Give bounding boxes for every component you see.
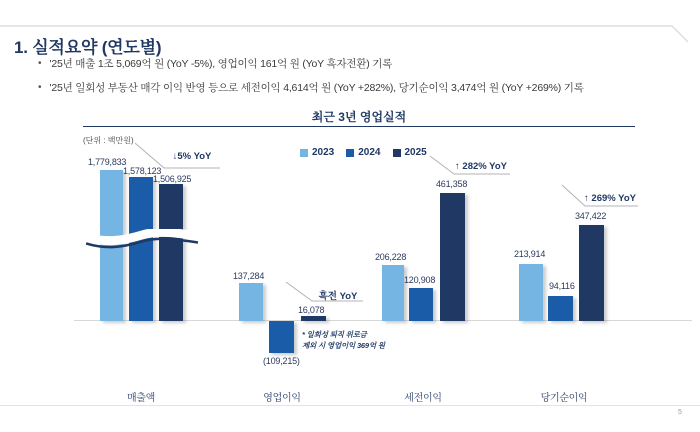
bullet-item bbox=[38, 81, 678, 95]
legend-swatch-icon bbox=[346, 149, 354, 157]
bullet-dot: • bbox=[38, 82, 42, 93]
legend-item-2023 bbox=[300, 147, 334, 158]
category-label-revenue: 매출액 bbox=[126, 393, 156, 404]
bar-2023-pretax-profit bbox=[382, 265, 404, 321]
value-label: 137,284 bbox=[233, 271, 265, 281]
legend-item-2024 bbox=[346, 147, 380, 158]
value-label: (109,215) bbox=[263, 356, 300, 366]
annotation-net-yoy: ↑ 269% YoY bbox=[584, 193, 636, 204]
summary-bullets bbox=[38, 57, 678, 105]
bullet-text: '25년 일회성 부동산 매각 이익 반영 등으로 세전이익 4,614억 원 (YoY +282%), 당기순이익 3,474억 원 (YoY +269%) 기록 bbox=[49, 82, 584, 94]
value-label: 206,228 bbox=[375, 252, 407, 262]
bar-2023-operating-profit bbox=[239, 283, 263, 321]
footnote-line: 제외 시 영업이익 369억 원 bbox=[302, 341, 385, 350]
value-label: 1,506,925 bbox=[153, 174, 192, 184]
value-label: 347,422 bbox=[575, 211, 607, 221]
unit-label: (단위 : 백만원) bbox=[83, 136, 134, 145]
axis-break-wave-icon bbox=[86, 229, 198, 255]
chart-footnote bbox=[302, 329, 385, 351]
value-label: 1,578,123 bbox=[123, 166, 162, 176]
value-label: 213,914 bbox=[514, 249, 546, 259]
value-label: 461,358 bbox=[436, 179, 468, 189]
legend-swatch-icon bbox=[300, 149, 308, 157]
page-title: 1. 실적요약 (연도별) bbox=[14, 38, 162, 57]
value-label: 120,908 bbox=[404, 275, 436, 285]
legend-label: 2023 bbox=[312, 147, 335, 158]
value-label: 16,078 bbox=[298, 305, 325, 315]
page-number: 5 bbox=[678, 409, 682, 416]
annotation-pretax-yoy: ↑ 282% YoY bbox=[455, 161, 507, 172]
legend-label: 2025 bbox=[404, 147, 427, 158]
bar-2025-net-profit bbox=[579, 225, 604, 321]
bar-2024-net-profit bbox=[548, 296, 573, 321]
value-label: 94,116 bbox=[549, 281, 575, 291]
category-label-pretax-profit: 세전이익 bbox=[404, 393, 442, 404]
category-label-net-profit: 당기순이익 bbox=[540, 393, 588, 404]
legend-label: 2024 bbox=[358, 147, 381, 158]
legend-item-2025 bbox=[393, 147, 427, 158]
value-label: 1,779,833 bbox=[88, 157, 127, 167]
bottom-rule bbox=[0, 405, 700, 406]
bar-2025-operating-profit bbox=[301, 316, 326, 321]
chart-title: 최근 3년 영업실적 bbox=[311, 110, 407, 124]
bar-2024-pretax-profit bbox=[409, 288, 433, 321]
bullet-item bbox=[38, 57, 678, 71]
annotation-revenue-yoy: ↓5% YoY bbox=[172, 151, 212, 162]
legend-swatch-icon bbox=[393, 149, 401, 157]
annotation-operating-yoy: 흑전 YoY bbox=[318, 291, 358, 302]
category-label-operating-profit: 영업이익 bbox=[263, 393, 301, 404]
bar-2024-operating-loss bbox=[269, 321, 294, 353]
chart-legend bbox=[300, 147, 427, 158]
bullet-text: '25년 매출 1조 5,069억 원 (YoY -5%), 영업이익 161억 원 (YoY 흑자전환) 기록 bbox=[49, 58, 393, 70]
chart-title-underline bbox=[83, 126, 635, 127]
footnote-line: * 일회성 퇴직 위로금 bbox=[302, 330, 367, 339]
bar-2023-net-profit bbox=[519, 264, 543, 321]
bullet-dot: • bbox=[38, 58, 42, 69]
bar-2025-pretax-profit bbox=[440, 193, 465, 321]
